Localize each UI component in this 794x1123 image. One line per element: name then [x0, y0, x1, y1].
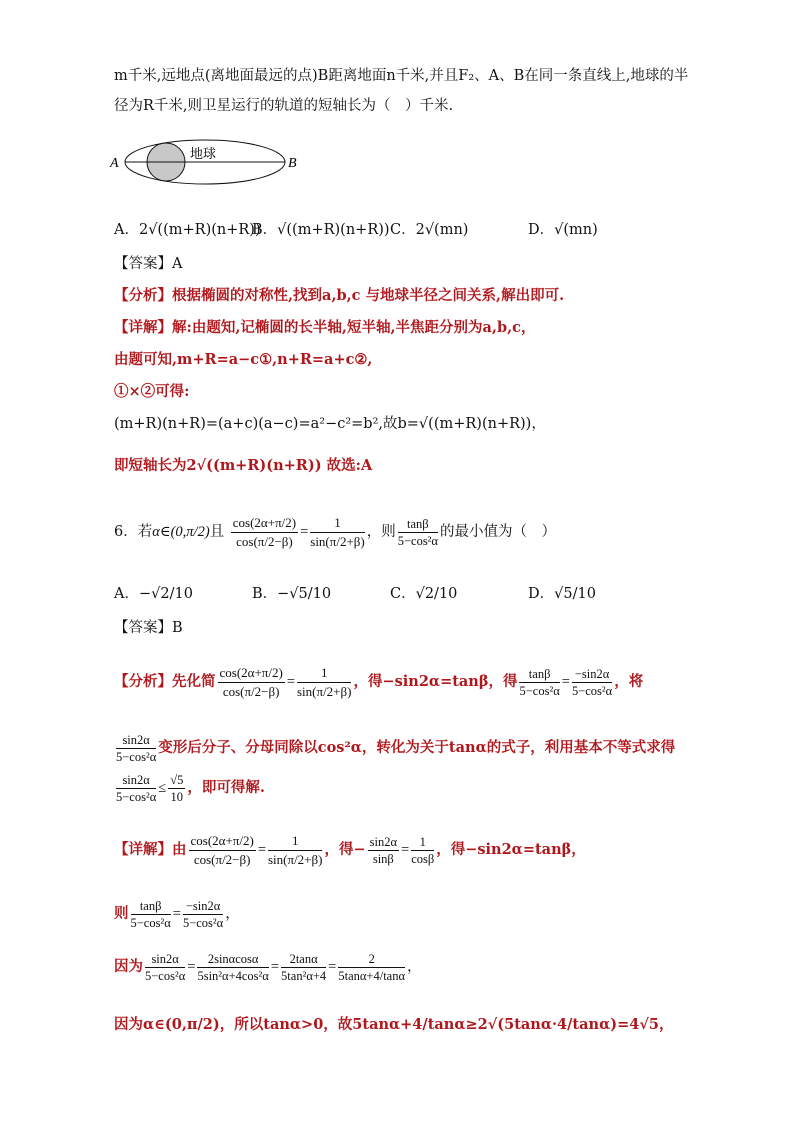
q6-analysis-frac3: $\frac{\sin 2\alpha}{\text{5−cos²α}}$	[116, 732, 157, 764]
q6-detail-frac3: $\frac{\tan\beta}{\text{5−cos²α}}$	[130, 898, 171, 930]
q6-analysis-line1: 【分析】先化简 $\frac{\cos(2\alpha+\pi/2)}{\cos(\pi/2-\beta)}$ = $\frac{1}{\sin(\pi/2+\beta)}$ ，得−sin2α=tanβ，得 $\frac{\tan\beta}{\text{5−cos²α}}$ = $\frac{-\sin 2\alpha}{\text{5−cos²α}}$ ，将	[114, 664, 644, 699]
q5-analysis-line	[114, 286, 564, 306]
q5-detail-line1	[114, 318, 535, 338]
label-B: B	[288, 156, 297, 171]
q6-detail-line2: 则 $\frac{\tan\beta}{\text{5−cos²α}}$ = $\frac{-\sin 2\alpha}{\text{5−cos²α}}$ ，	[114, 898, 240, 930]
q6-detail-frac7: $\frac{2\tan\alpha}{\text{5tan²α+4}}$	[281, 951, 327, 983]
q6-option-b: B．−√5/10	[252, 586, 332, 602]
q6-target-expr: $\frac{\tan\beta}{\text{5−cos²α}}$	[397, 516, 438, 548]
q5-option-c: C．2√(mn)	[390, 222, 469, 238]
q6-analysis1-a: 先化简	[172, 673, 216, 690]
q5-detail-line2: 由题可知,m+R=a−c①,n+R=a+c②,	[114, 351, 373, 368]
q6-answer: 【答案】B	[114, 620, 183, 636]
q5-detail-tag: 【详解】	[114, 319, 172, 336]
q5-option-a: A．2√((m+R)(n+R))	[114, 222, 261, 238]
q6-detail-line3: 因为 $\frac{\sin 2\alpha}{\text{5−cos²α}}$ = $\frac{2\sin\alpha\cos\alpha}{\text{5sin²α+4cos²α}}$ = $\frac{2\tan\alpha}{\text{5tan²α+4}}$ = $\frac{2}{5\tan\alpha+4/\tan\alpha}$ ，	[114, 951, 422, 983]
q6-analysis2: 变形后分子、分母同除以cos²α，转化为关于tanα的式子，利用基本不等式求得	[158, 739, 676, 756]
q6-stem-prefix: 6．若	[114, 524, 153, 540]
q5-stem-line1: m千米,远地点(离地面最远的点)B距离地面n千米,并且F₂、A、B在同一条直线上,地球的半	[114, 68, 689, 84]
q6-option-a: A．−√2/10	[114, 586, 193, 602]
q6-analysis-frac4: $\frac{\sin 2\alpha}{\text{5−cos²α}}$	[116, 772, 157, 804]
q6-stem-suffix: 的最小值为（ ）	[439, 524, 556, 540]
q6-detail-line1: 【详解】由 $\frac{\cos(2\alpha+\pi/2)}{\cos(\pi/2-\beta)}$ = $\frac{1}{\sin(\pi/2+\beta)}$ ，得− $\frac{\sin 2\alpha}{\sin\beta}$ = $\frac{1}{\cos\beta}$ ，得−sin2α=tanβ，	[114, 832, 586, 867]
q6-condition-lhs: $\frac{\cos(2\alpha+\pi/2)}{\cos(\pi/2-\beta)}$	[232, 514, 297, 549]
q6-detail-frac4: $\frac{-\sin 2\alpha}{\text{5−cos²α}}$	[182, 898, 224, 930]
q6-detail-tag: 【详解】	[114, 841, 172, 858]
q6-detail2-label: 则	[114, 905, 129, 922]
q5-detail-line3: ①×②可得:	[114, 383, 190, 400]
q6-detail1-b: ，得−	[324, 841, 366, 858]
q6-analysis-tag: 【分析】	[114, 673, 172, 690]
q6-option-d: D．√5/10	[528, 586, 596, 602]
q6-detail3-label: 因为	[114, 958, 143, 975]
q6-detail-frac2: $\frac{1}{\cos\beta}$	[411, 834, 435, 866]
q6-analysis-rhs: $\frac{1}{\sin(\pi/2+\beta)}$	[297, 664, 352, 699]
q6-analysis-frac5: $\frac{√5}{10}$	[170, 772, 184, 804]
q6-analysis1-b: ，得−sin2α=tanβ，得	[353, 673, 518, 690]
q6-detail-rhs: $\frac{1}{\sin(\pi/2+\beta)}$	[268, 832, 323, 867]
q5-detail-line5: 即短轴长为2√((m+R)(n+R)) 故选:A	[114, 457, 373, 474]
q6-analysis-frac1: $\frac{\tan\beta}{\text{5−cos²α}}$	[519, 666, 560, 698]
q6-stem: 6．若α∈(0,π/2)且 $\frac{\cos(2\alpha+\pi/2)}{\cos(\pi/2-\beta)}$ = $\frac{1}{\sin(\pi/2+\beta)}$ ，则 $\frac{\tan\beta}{\text{5−cos²α}}$ 的最小值为（ ）	[114, 514, 556, 549]
q6-analysis1-c: ，将	[614, 673, 644, 690]
q5-analysis-tag: 【分析】	[114, 287, 172, 304]
q6-detail-frac5: $\frac{\sin 2\alpha}{\text{5−cos²α}}$	[145, 951, 186, 983]
orbit-diagram	[108, 134, 298, 192]
q6-analysis3: ，即可得解.	[187, 779, 265, 796]
q6-detail-frac1: $\frac{\sin 2\alpha}{\sin\beta}$	[369, 834, 397, 866]
q6-detail1-a: 由	[172, 841, 187, 858]
q6-condition-rhs: $\frac{1}{\sin(\pi/2+\beta)}$	[310, 514, 365, 549]
q6-alpha-range: α∈(0,π/2)	[152, 524, 210, 540]
q6-analysis-line2	[114, 728, 675, 768]
q6-detail-frac8: $\frac{2}{5\tan\alpha+4/\tan\alpha}$	[338, 951, 406, 983]
q5-detail-line4: (m+R)(n+R)=(a+c)(a−c)=a²−c²=b²,故b=√((m+R)(n+R))，	[114, 416, 546, 432]
q6-detail-line4: 因为α∈(0,π/2)，所以tanα>0，故5tanα+4/tanα≥2√(5tanα·4/tanα)=4√5，	[114, 1016, 674, 1033]
q5-option-b: B．√((m+R)(n+R))	[252, 222, 390, 238]
q5-answer: 【答案】A	[114, 256, 183, 272]
q6-option-c: C．√2/10	[390, 586, 458, 602]
q5-detail-text1: 解:由题知,记椭圆的长半轴,短半轴,半焦距分别为a,b,c，	[172, 319, 536, 336]
q6-stem-then: ，则	[366, 524, 396, 540]
q5-analysis-text: 根据椭圆的对称性,找到a,b,c 与地球半径之间关系,解出即可.	[172, 287, 565, 304]
q6-stem-mid: 且	[209, 524, 225, 540]
label-A: A	[110, 156, 119, 171]
q5-stem-line2: 径为R千米,则卫星运行的轨道的短轴长为（ ）千米.	[114, 98, 454, 114]
q6-detail-lhs: $\frac{\cos(2\alpha+\pi/2)}{\cos(\pi/2-\beta)}$	[190, 832, 254, 867]
q6-detail-frac6: $\frac{2\sin\alpha\cos\alpha}{\text{5sin²α+4cos²α}}$	[197, 951, 269, 983]
label-earth: 地球	[190, 147, 217, 162]
q5-option-d: D．√(mn)	[528, 222, 598, 238]
q6-analysis-lhs: $\frac{\cos(2\alpha+\pi/2)}{\cos(\pi/2-\beta)}$	[219, 664, 283, 699]
q6-detail1-c: ，得−sin2α=tanβ，	[436, 841, 586, 858]
q6-analysis-line3: $\frac{\sin 2\alpha}{\text{5−cos²α}}$ ≤ $\frac{√5}{10}$ ，即可得解.	[116, 772, 265, 804]
q6-analysis-frac2: $\frac{-\sin 2\alpha}{\text{5−cos²α}}$	[571, 666, 613, 698]
